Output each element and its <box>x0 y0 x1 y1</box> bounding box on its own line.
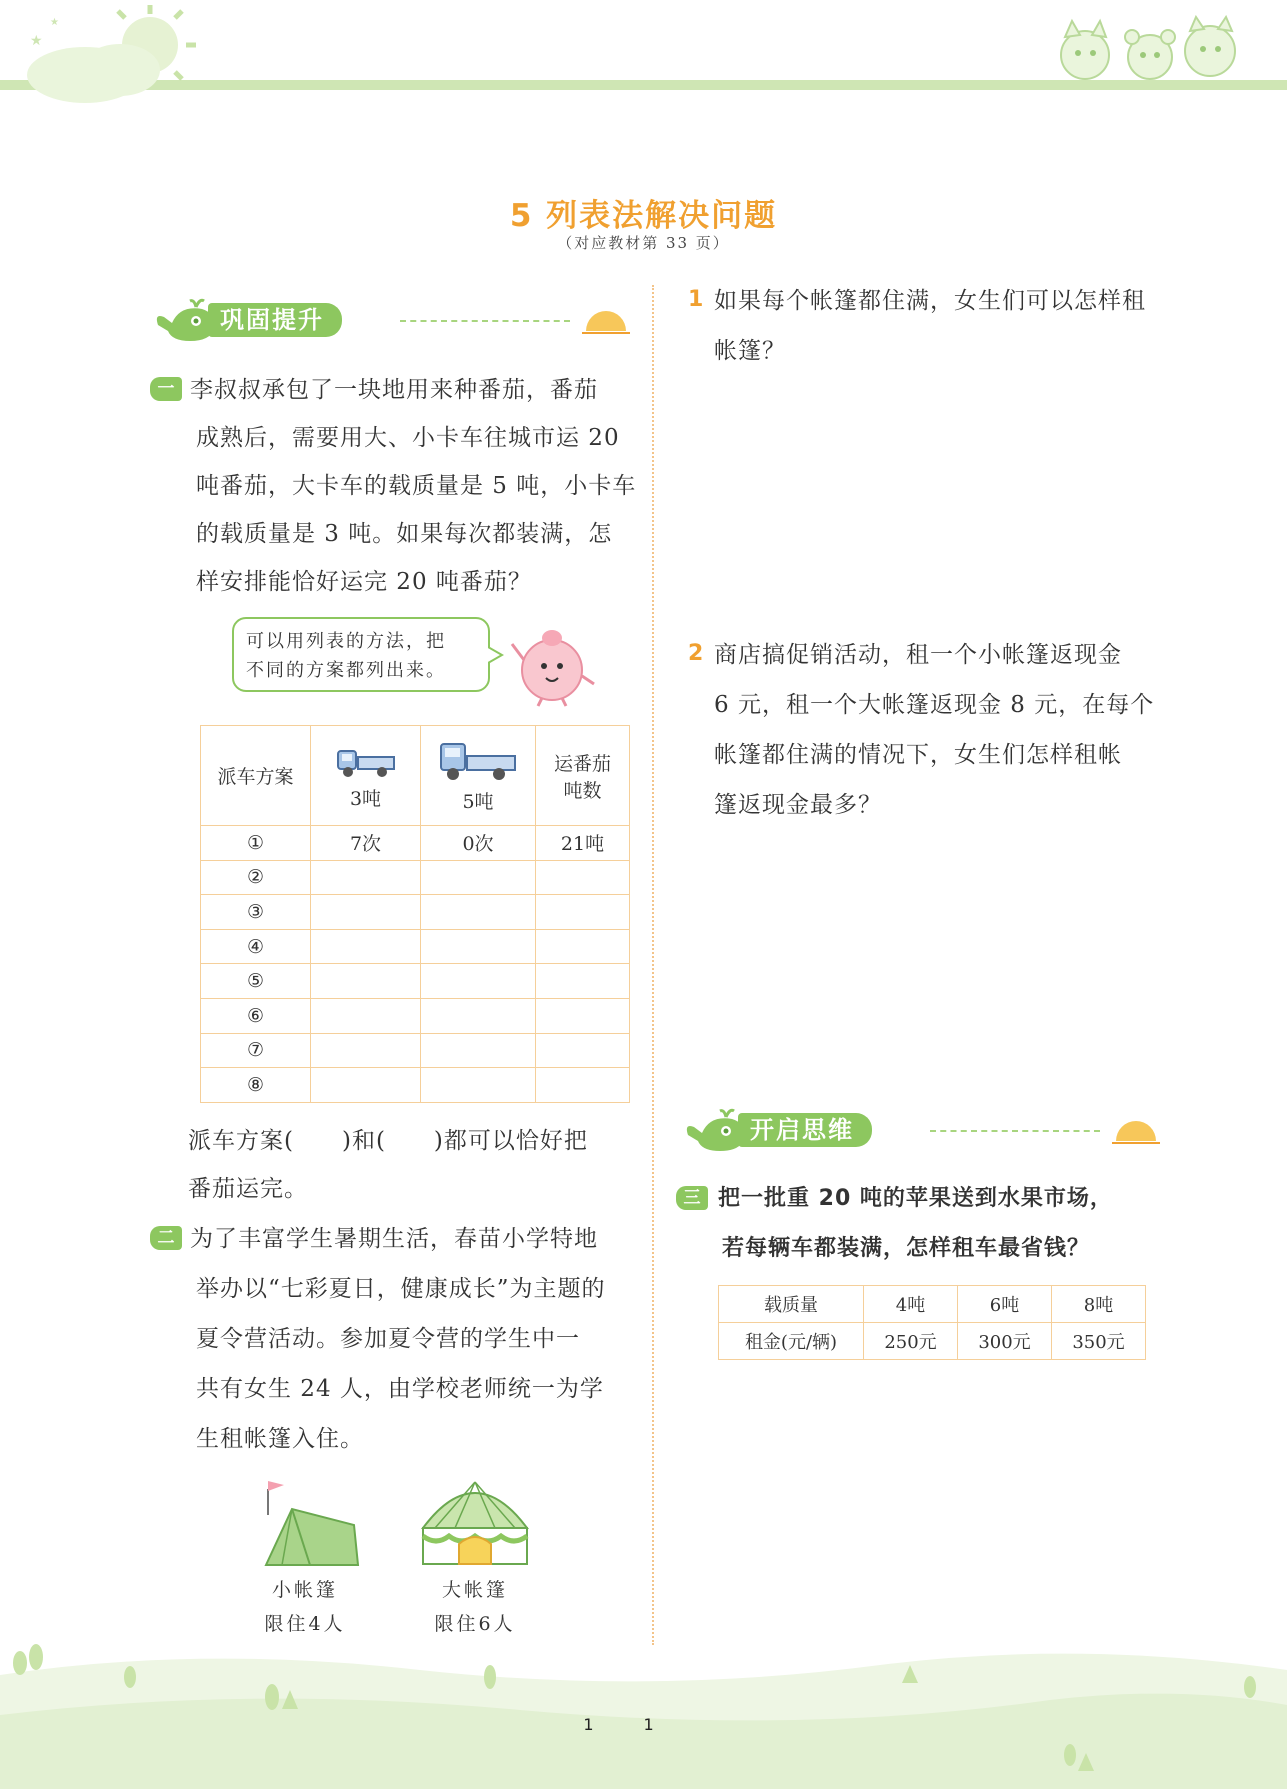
cell-total[interactable] <box>536 998 630 1033</box>
page-title: 5 列表法解决问题 <box>509 198 778 234</box>
text-line: 把一批重 20 吨的苹果送到水果市场， <box>718 1186 1113 1211</box>
bubble-tail <box>488 645 504 665</box>
cell-capacity: 8吨 <box>1052 1286 1146 1323</box>
answer-line[interactable]: 派车方案( )和( )都可以恰好把 <box>188 1128 588 1154</box>
text-line: 篷返现金最多？ <box>714 792 882 818</box>
section-header-thinking <box>680 1105 1160 1155</box>
sub-question-1-text <box>714 276 1184 376</box>
row-number: ⑥ <box>201 998 311 1033</box>
header-total-line: 吨数 <box>563 779 602 802</box>
answer-line: 番茄运完。 <box>188 1176 308 1202</box>
row-number: ⑧ <box>201 1068 311 1103</box>
row-number: ① <box>201 826 311 861</box>
table-row <box>719 1286 1146 1323</box>
cell-total[interactable] <box>536 964 630 999</box>
section-dash-line <box>930 1130 1100 1132</box>
cell-capacity: 4吨 <box>864 1286 958 1323</box>
cell-small-trips[interactable] <box>311 929 421 964</box>
text-line: 如果每个帐篷都住满，女生们可以怎样租 <box>714 288 1146 314</box>
cell-big-trips[interactable] <box>421 929 536 964</box>
text-line: 李叔叔承包了一块地用来种番茄，番茄 <box>190 377 598 403</box>
cell-big-trips[interactable]: 0次 <box>421 826 536 861</box>
cell-total[interactable] <box>536 929 630 964</box>
table-row <box>201 860 630 895</box>
sun-icon <box>582 305 630 335</box>
cell-total[interactable] <box>536 895 630 930</box>
text-line: 共有女生 24 人，由学校老师统一为学 <box>196 1376 604 1402</box>
page-subtitle: （对应教材第 33 页） <box>557 234 730 252</box>
animal-faces-icon <box>1050 15 1250 85</box>
question-badge-2: 二 <box>150 1226 182 1250</box>
tent-limit: 限住6人 <box>434 1613 516 1635</box>
question-1-answer <box>188 1117 648 1213</box>
question-2-text <box>190 1214 640 1464</box>
cell-rent: 250元 <box>864 1323 958 1360</box>
header-small-truck <box>311 726 421 826</box>
question-badge-1: 一 <box>150 377 182 401</box>
header-total-line: 运番茄 <box>553 752 611 775</box>
text-line: 样安排能恰好运完 20 吨番茄？ <box>196 569 532 595</box>
big-truck-icon <box>437 738 519 782</box>
table-row <box>201 964 630 999</box>
header-plan: 派车方案 <box>201 726 311 826</box>
bubble-line: 可以用列表的方法，把 <box>246 631 446 652</box>
table-row <box>201 929 630 964</box>
section-label-consolidate: 巩固提升 <box>208 303 342 337</box>
header-total-tons <box>536 726 630 826</box>
speech-bubble <box>232 617 490 692</box>
header-big-truck <box>421 726 536 826</box>
cell-rent: 300元 <box>958 1323 1052 1360</box>
small-truck-icon <box>334 741 398 779</box>
row-header-rent: 租金(元/辆) <box>719 1323 864 1360</box>
cell-small-trips[interactable] <box>311 964 421 999</box>
page-number: 11 <box>583 1715 704 1734</box>
text-line: 生租帐篷入住。 <box>196 1426 364 1452</box>
text-line: 为了丰富学生暑期生活，春苗小学特地 <box>190 1226 598 1252</box>
text-line: 举办以“七彩夏日，健康成长”为主题的 <box>196 1276 606 1302</box>
cell-big-trips[interactable] <box>421 895 536 930</box>
cell-big-trips[interactable] <box>421 998 536 1033</box>
section-label-thinking: 开启思维 <box>738 1113 872 1147</box>
cell-big-trips[interactable] <box>421 1033 536 1068</box>
table-row <box>201 895 630 930</box>
svg-text:★: ★ <box>30 33 43 49</box>
cell-small-trips[interactable] <box>311 1068 421 1103</box>
question-3-text <box>718 1174 1188 1274</box>
text-line: 夏令营活动。参加夏令营的学生中一 <box>196 1326 580 1352</box>
dispatch-plan-table <box>200 725 630 1103</box>
sub-question-2-text <box>714 630 1184 830</box>
text-line: 若每辆车都装满，怎样租车最省钱？ <box>722 1236 1091 1261</box>
row-number: ⑤ <box>201 964 311 999</box>
table-row <box>201 998 630 1033</box>
cell-small-trips[interactable]: 7次 <box>311 826 421 861</box>
sub-question-number-1: 1 <box>688 287 704 312</box>
cell-total[interactable] <box>536 860 630 895</box>
table-row <box>719 1323 1146 1360</box>
row-number: ⑦ <box>201 1033 311 1068</box>
tent-name: 小帐篷 <box>271 1579 338 1601</box>
cell-small-trips[interactable] <box>311 895 421 930</box>
table-row <box>201 1068 630 1103</box>
cloud-sun-icon <box>10 0 210 110</box>
peach-mascot-icon <box>508 618 598 708</box>
cell-small-trips[interactable] <box>311 998 421 1033</box>
cell-total[interactable]: 21吨 <box>536 826 630 861</box>
big-truck-capacity: 5吨 <box>462 790 494 813</box>
cell-small-trips[interactable] <box>311 860 421 895</box>
cell-capacity: 6吨 <box>958 1286 1052 1323</box>
cell-total[interactable] <box>536 1068 630 1103</box>
question-1-text <box>190 366 640 606</box>
rental-price-table <box>718 1285 1146 1360</box>
svg-text:★: ★ <box>50 17 59 28</box>
table-row <box>201 826 630 861</box>
bubble-line: 不同的方案都列出来。 <box>246 660 446 681</box>
section-dash-line <box>400 320 570 322</box>
cell-big-trips[interactable] <box>421 860 536 895</box>
row-number: ② <box>201 860 311 895</box>
row-header-capacity: 载质量 <box>719 1286 864 1323</box>
cell-rent: 350元 <box>1052 1323 1146 1360</box>
text-line: 吨番茄，大卡车的载质量是 5 吨，小卡车 <box>196 473 637 499</box>
table-row <box>201 1033 630 1068</box>
section-header-consolidate <box>150 295 630 345</box>
small-tent-icon <box>258 1475 362 1569</box>
text-line: 6 元，租一个大帐篷返现金 8 元，在每个 <box>714 692 1155 718</box>
table-header-row <box>201 726 630 826</box>
hills-decoration <box>0 1625 1287 1789</box>
row-number: ④ <box>201 929 311 964</box>
cell-big-trips[interactable] <box>421 1068 536 1103</box>
question-badge-3: 三 <box>676 1186 708 1210</box>
row-number: ③ <box>201 895 311 930</box>
text-line: 商店搞促销活动，租一个小帐篷返现金 <box>714 642 1122 668</box>
cell-small-trips[interactable] <box>311 1033 421 1068</box>
tent-limit: 限住4人 <box>264 1613 346 1635</box>
text-line: 的载质量是 3 吨。如果每次都装满，怎 <box>196 521 613 547</box>
sub-question-number-2: 2 <box>688 641 704 666</box>
cell-big-trips[interactable] <box>421 964 536 999</box>
big-tent-icon <box>415 1478 535 1568</box>
text-line: 成熟后，需要用大、小卡车往城市运 20 <box>196 425 620 451</box>
sun-icon <box>1112 1115 1160 1145</box>
text-line: 帐篷？ <box>714 338 786 364</box>
column-divider <box>652 285 654 1645</box>
cell-total[interactable] <box>536 1033 630 1068</box>
text-line: 帐篷都住满的情况下，女生们怎样租帐 <box>714 742 1122 768</box>
small-truck-capacity: 3吨 <box>349 787 382 810</box>
tent-name: 大帐篷 <box>441 1579 508 1601</box>
